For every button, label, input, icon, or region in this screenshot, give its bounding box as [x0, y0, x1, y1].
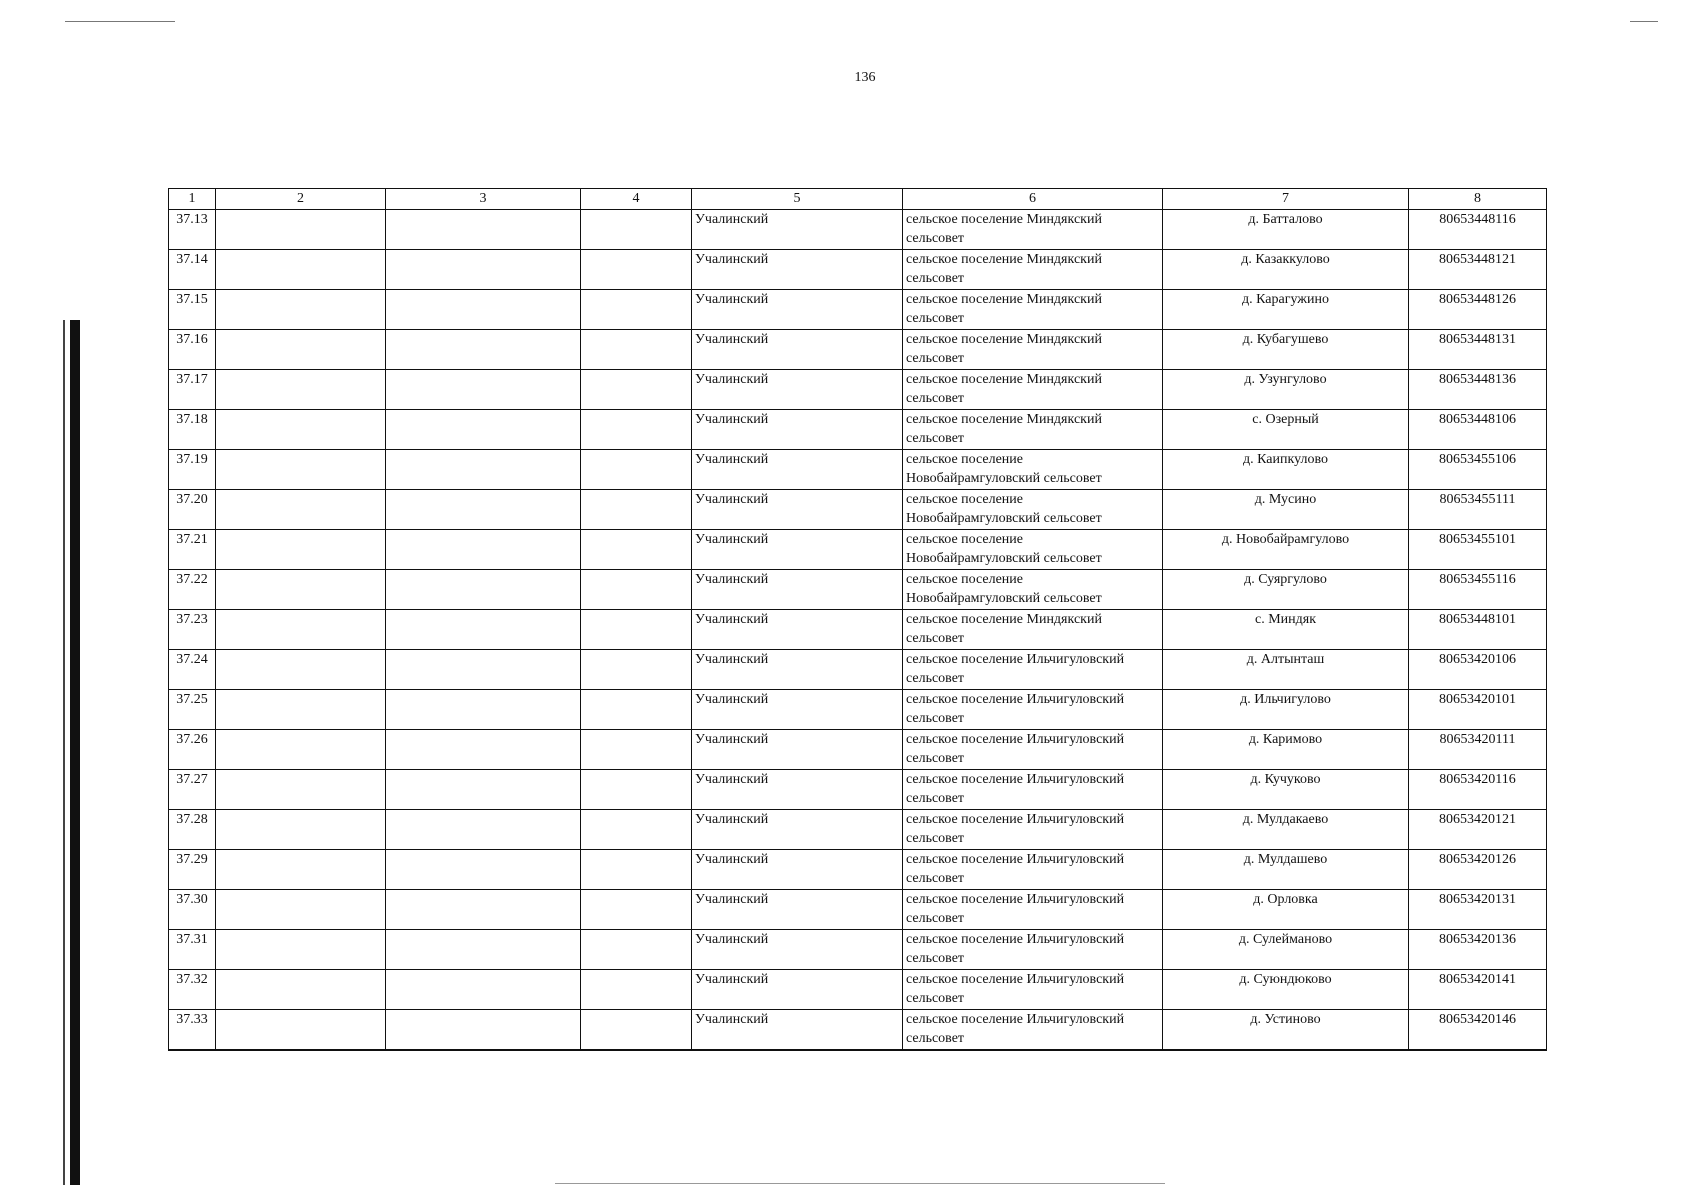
- scan-artifact-top-right: [1630, 21, 1658, 22]
- table-cell-col-1: 37.29: [169, 850, 216, 890]
- table-cell-col-3: [386, 490, 581, 530]
- table-cell-col-6: сельское поселение Миндякский сельсовет: [903, 370, 1163, 410]
- column-header-7: 7: [1163, 189, 1409, 210]
- table-row: [169, 330, 1547, 370]
- table-cell-col-8: 80653448116: [1409, 210, 1547, 250]
- table-cell-col-2: [216, 530, 386, 570]
- table-cell-col-3: [386, 650, 581, 690]
- table-row: [169, 210, 1547, 250]
- table-cell-col-3: [386, 410, 581, 450]
- table-cell-col-2: [216, 650, 386, 690]
- table-cell-col-7: д. Каримово: [1163, 730, 1409, 770]
- table-row: [169, 730, 1547, 770]
- table-cell-col-1: 37.30: [169, 890, 216, 930]
- table-cell-col-8: 80653448121: [1409, 250, 1547, 290]
- table-cell-col-8: 80653420116: [1409, 770, 1547, 810]
- column-header-8: 8: [1409, 189, 1547, 210]
- table-cell-col-8: 80653420131: [1409, 890, 1547, 930]
- table-cell-col-6: сельское поселение Новобайрамгуловский сельсовет: [903, 490, 1163, 530]
- table-cell-col-4: [581, 930, 692, 970]
- table-cell-col-1: 37.27: [169, 770, 216, 810]
- table-row: [169, 770, 1547, 810]
- table-cell-col-3: [386, 850, 581, 890]
- table-cell-col-5: Учалинский: [692, 850, 903, 890]
- table-cell-col-5: Учалинский: [692, 530, 903, 570]
- table-row: [169, 610, 1547, 650]
- table-cell-col-4: [581, 370, 692, 410]
- table-cell-col-6: сельское поселение Ильчигуловский сельсовет: [903, 810, 1163, 850]
- table-cell-col-8: 80653455111: [1409, 490, 1547, 530]
- table-cell-col-8: 80653420101: [1409, 690, 1547, 730]
- table-cell-col-4: [581, 890, 692, 930]
- table-cell-col-5: Учалинский: [692, 970, 903, 1010]
- column-header-5: 5: [692, 189, 903, 210]
- table-cell-col-1: 37.19: [169, 450, 216, 490]
- table-cell-col-3: [386, 370, 581, 410]
- column-header-3: 3: [386, 189, 581, 210]
- table-cell-col-4: [581, 1010, 692, 1051]
- table-cell-col-8: 80653455106: [1409, 450, 1547, 490]
- table-cell-col-4: [581, 530, 692, 570]
- settlements-table: [168, 188, 1547, 1051]
- table-cell-col-4: [581, 290, 692, 330]
- table-cell-col-4: [581, 810, 692, 850]
- table-cell-col-6: сельское поселение Ильчигуловский сельсовет: [903, 730, 1163, 770]
- table-cell-col-1: 37.16: [169, 330, 216, 370]
- table-cell-col-8: 80653420111: [1409, 730, 1547, 770]
- table-cell-col-2: [216, 690, 386, 730]
- table-cell-col-6: сельское поселение Миндякский сельсовет: [903, 210, 1163, 250]
- table-cell-col-7: д. Устиново: [1163, 1010, 1409, 1051]
- table-cell-col-7: д. Новобайрамгулово: [1163, 530, 1409, 570]
- table-cell-col-8: 80653420126: [1409, 850, 1547, 890]
- column-header-2: 2: [216, 189, 386, 210]
- table-cell-col-6: сельское поселение Ильчигуловский сельсовет: [903, 690, 1163, 730]
- table-cell-col-1: 37.21: [169, 530, 216, 570]
- table-cell-col-5: Учалинский: [692, 930, 903, 970]
- table-cell-col-3: [386, 1010, 581, 1051]
- table-row: [169, 410, 1547, 450]
- table-cell-col-6: сельское поселение Миндякский сельсовет: [903, 290, 1163, 330]
- table-row: [169, 690, 1547, 730]
- table-cell-col-2: [216, 330, 386, 370]
- table-cell-col-2: [216, 850, 386, 890]
- table-cell-col-1: 37.14: [169, 250, 216, 290]
- table-cell-col-8: 80653455116: [1409, 570, 1547, 610]
- table-cell-col-3: [386, 610, 581, 650]
- table-cell-col-5: Учалинский: [692, 450, 903, 490]
- table-cell-col-6: сельское поселение Ильчигуловский сельсовет: [903, 930, 1163, 970]
- table-cell-col-3: [386, 290, 581, 330]
- table-cell-col-2: [216, 770, 386, 810]
- table-cell-col-7: д. Батталово: [1163, 210, 1409, 250]
- table-cell-col-1: 37.33: [169, 1010, 216, 1051]
- table-cell-col-2: [216, 890, 386, 930]
- table-row: [169, 490, 1547, 530]
- table-cell-col-2: [216, 210, 386, 250]
- table-cell-col-5: Учалинский: [692, 650, 903, 690]
- table-cell-col-5: Учалинский: [692, 290, 903, 330]
- table-cell-col-5: Учалинский: [692, 330, 903, 370]
- table-cell-col-5: Учалинский: [692, 210, 903, 250]
- table-cell-col-2: [216, 610, 386, 650]
- table-cell-col-7: д. Кубагушево: [1163, 330, 1409, 370]
- table-cell-col-7: д. Каипкулово: [1163, 450, 1409, 490]
- table-cell-col-4: [581, 490, 692, 530]
- table-cell-col-4: [581, 330, 692, 370]
- table-cell-col-2: [216, 970, 386, 1010]
- table-row: [169, 370, 1547, 410]
- table-cell-col-4: [581, 210, 692, 250]
- table-cell-col-5: Учалинский: [692, 1010, 903, 1051]
- table-cell-col-1: 37.23: [169, 610, 216, 650]
- table-cell-col-2: [216, 810, 386, 850]
- table-cell-col-5: Учалинский: [692, 370, 903, 410]
- table-cell-col-7: с. Озерный: [1163, 410, 1409, 450]
- table-cell-col-8: 80653420146: [1409, 1010, 1547, 1051]
- table-cell-col-6: сельское поселение Новобайрамгуловский сельсовет: [903, 570, 1163, 610]
- table-row: [169, 930, 1547, 970]
- table-cell-col-7: д. Карагужино: [1163, 290, 1409, 330]
- table-cell-col-2: [216, 930, 386, 970]
- table-cell-col-5: Учалинский: [692, 570, 903, 610]
- table-cell-col-1: 37.24: [169, 650, 216, 690]
- table-cell-col-3: [386, 210, 581, 250]
- table-cell-col-4: [581, 970, 692, 1010]
- table-cell-col-6: сельское поселение Миндякский сельсовет: [903, 410, 1163, 450]
- table-cell-col-7: д. Кучуково: [1163, 770, 1409, 810]
- table-cell-col-8: 80653420106: [1409, 650, 1547, 690]
- table-cell-col-3: [386, 890, 581, 930]
- table-cell-col-4: [581, 650, 692, 690]
- table-cell-col-6: сельское поселение Ильчигуловский сельсовет: [903, 850, 1163, 890]
- table-cell-col-1: 37.22: [169, 570, 216, 610]
- table-cell-col-4: [581, 730, 692, 770]
- table-cell-col-1: 37.13: [169, 210, 216, 250]
- table-cell-col-6: сельское поселение Новобайрамгуловский сельсовет: [903, 530, 1163, 570]
- table-row: [169, 570, 1547, 610]
- table-cell-col-7: д. Орловка: [1163, 890, 1409, 930]
- table-cell-col-3: [386, 450, 581, 490]
- table-cell-col-7: д. Суяргулово: [1163, 570, 1409, 610]
- table-cell-col-8: 80653420121: [1409, 810, 1547, 850]
- table-cell-col-3: [386, 250, 581, 290]
- table-row: [169, 1010, 1547, 1051]
- table-cell-col-3: [386, 690, 581, 730]
- table-cell-col-1: 37.17: [169, 370, 216, 410]
- table-cell-col-5: Учалинский: [692, 890, 903, 930]
- table-cell-col-2: [216, 570, 386, 610]
- table-row: [169, 530, 1547, 570]
- table-cell-col-8: 80653420136: [1409, 930, 1547, 970]
- table-cell-col-7: д. Мусино: [1163, 490, 1409, 530]
- column-header-6: 6: [903, 189, 1163, 210]
- table-cell-col-8: 80653448106: [1409, 410, 1547, 450]
- table-cell-col-6: сельское поселение Ильчигуловский сельсовет: [903, 770, 1163, 810]
- scan-artifact-left-edge: [63, 320, 65, 1185]
- table-cell-col-5: Учалинский: [692, 730, 903, 770]
- table-cell-col-1: 37.25: [169, 690, 216, 730]
- page-number: 136: [854, 70, 876, 85]
- table-cell-col-4: [581, 410, 692, 450]
- table-cell-col-4: [581, 450, 692, 490]
- table-cell-col-5: Учалинский: [692, 770, 903, 810]
- table-cell-col-3: [386, 930, 581, 970]
- table-cell-col-2: [216, 450, 386, 490]
- table-row: [169, 450, 1547, 490]
- table-row: [169, 650, 1547, 690]
- table-cell-col-7: д. Ильчигулово: [1163, 690, 1409, 730]
- table-cell-col-8: 80653455101: [1409, 530, 1547, 570]
- table-cell-col-8: 80653448101: [1409, 610, 1547, 650]
- table-cell-col-4: [581, 250, 692, 290]
- table-cell-col-6: сельское поселение Ильчигуловский сельсовет: [903, 1010, 1163, 1051]
- table-body: [169, 210, 1547, 1051]
- table-row: [169, 810, 1547, 850]
- table-cell-col-4: [581, 850, 692, 890]
- table-cell-col-3: [386, 770, 581, 810]
- table-cell-col-6: сельское поселение Ильчигуловский сельсовет: [903, 890, 1163, 930]
- table-cell-col-6: сельское поселение Миндякский сельсовет: [903, 610, 1163, 650]
- table-cell-col-5: Учалинский: [692, 250, 903, 290]
- column-header-4: 4: [581, 189, 692, 210]
- table-cell-col-2: [216, 250, 386, 290]
- table-cell-col-3: [386, 330, 581, 370]
- table-cell-col-3: [386, 570, 581, 610]
- table-cell-col-2: [216, 1010, 386, 1051]
- column-header-1: 1: [169, 189, 216, 210]
- table-cell-col-1: 37.32: [169, 970, 216, 1010]
- table-cell-col-8: 80653448131: [1409, 330, 1547, 370]
- table-cell-col-7: д. Мулдашево: [1163, 850, 1409, 890]
- table-cell-col-5: Учалинский: [692, 810, 903, 850]
- table-cell-col-4: [581, 570, 692, 610]
- table-row: [169, 250, 1547, 290]
- table-cell-col-3: [386, 810, 581, 850]
- table-cell-col-1: 37.18: [169, 410, 216, 450]
- table-cell-col-7: д. Мулдакаево: [1163, 810, 1409, 850]
- table-cell-col-4: [581, 610, 692, 650]
- table-cell-col-7: д. Казаккулово: [1163, 250, 1409, 290]
- table-row: [169, 290, 1547, 330]
- table-cell-col-8: 80653448126: [1409, 290, 1547, 330]
- table-row: [169, 850, 1547, 890]
- table-cell-col-6: сельское поселение Миндякский сельсовет: [903, 330, 1163, 370]
- table-cell-col-2: [216, 410, 386, 450]
- table-row: [169, 890, 1547, 930]
- table-row: [169, 970, 1547, 1010]
- table-cell-col-5: Учалинский: [692, 690, 903, 730]
- table-cell-col-8: 80653448136: [1409, 370, 1547, 410]
- table-cell-col-7: д. Узунгулово: [1163, 370, 1409, 410]
- binding-edge-bar: [70, 320, 80, 1185]
- table-cell-col-7: д. Сулейманово: [1163, 930, 1409, 970]
- scan-artifact-bottom: [555, 1183, 1165, 1184]
- table-cell-col-4: [581, 770, 692, 810]
- table-cell-col-8: 80653420141: [1409, 970, 1547, 1010]
- table-cell-col-2: [216, 730, 386, 770]
- table-cell-col-1: 37.26: [169, 730, 216, 770]
- table-cell-col-6: сельское поселение Новобайрамгуловский сельсовет: [903, 450, 1163, 490]
- table-cell-col-6: сельское поселение Миндякский сельсовет: [903, 250, 1163, 290]
- table-cell-col-2: [216, 370, 386, 410]
- table-cell-col-1: 37.15: [169, 290, 216, 330]
- table-header-row: [169, 189, 1547, 210]
- table-cell-col-3: [386, 530, 581, 570]
- table-cell-col-1: 37.28: [169, 810, 216, 850]
- table-cell-col-5: Учалинский: [692, 610, 903, 650]
- table-cell-col-7: с. Миндяк: [1163, 610, 1409, 650]
- table-cell-col-3: [386, 970, 581, 1010]
- table-cell-col-4: [581, 690, 692, 730]
- table-cell-col-2: [216, 290, 386, 330]
- table-cell-col-7: д. Суюндюково: [1163, 970, 1409, 1010]
- table-cell-col-7: д. Алтынташ: [1163, 650, 1409, 690]
- table-cell-col-3: [386, 730, 581, 770]
- table-cell-col-1: 37.31: [169, 930, 216, 970]
- scan-artifact-top-left: [65, 21, 175, 22]
- table-cell-col-6: сельское поселение Ильчигуловский сельсовет: [903, 650, 1163, 690]
- table-cell-col-1: 37.20: [169, 490, 216, 530]
- table-cell-col-5: Учалинский: [692, 410, 903, 450]
- table-cell-col-2: [216, 490, 386, 530]
- table-cell-col-5: Учалинский: [692, 490, 903, 530]
- table-cell-col-6: сельское поселение Ильчигуловский сельсовет: [903, 970, 1163, 1010]
